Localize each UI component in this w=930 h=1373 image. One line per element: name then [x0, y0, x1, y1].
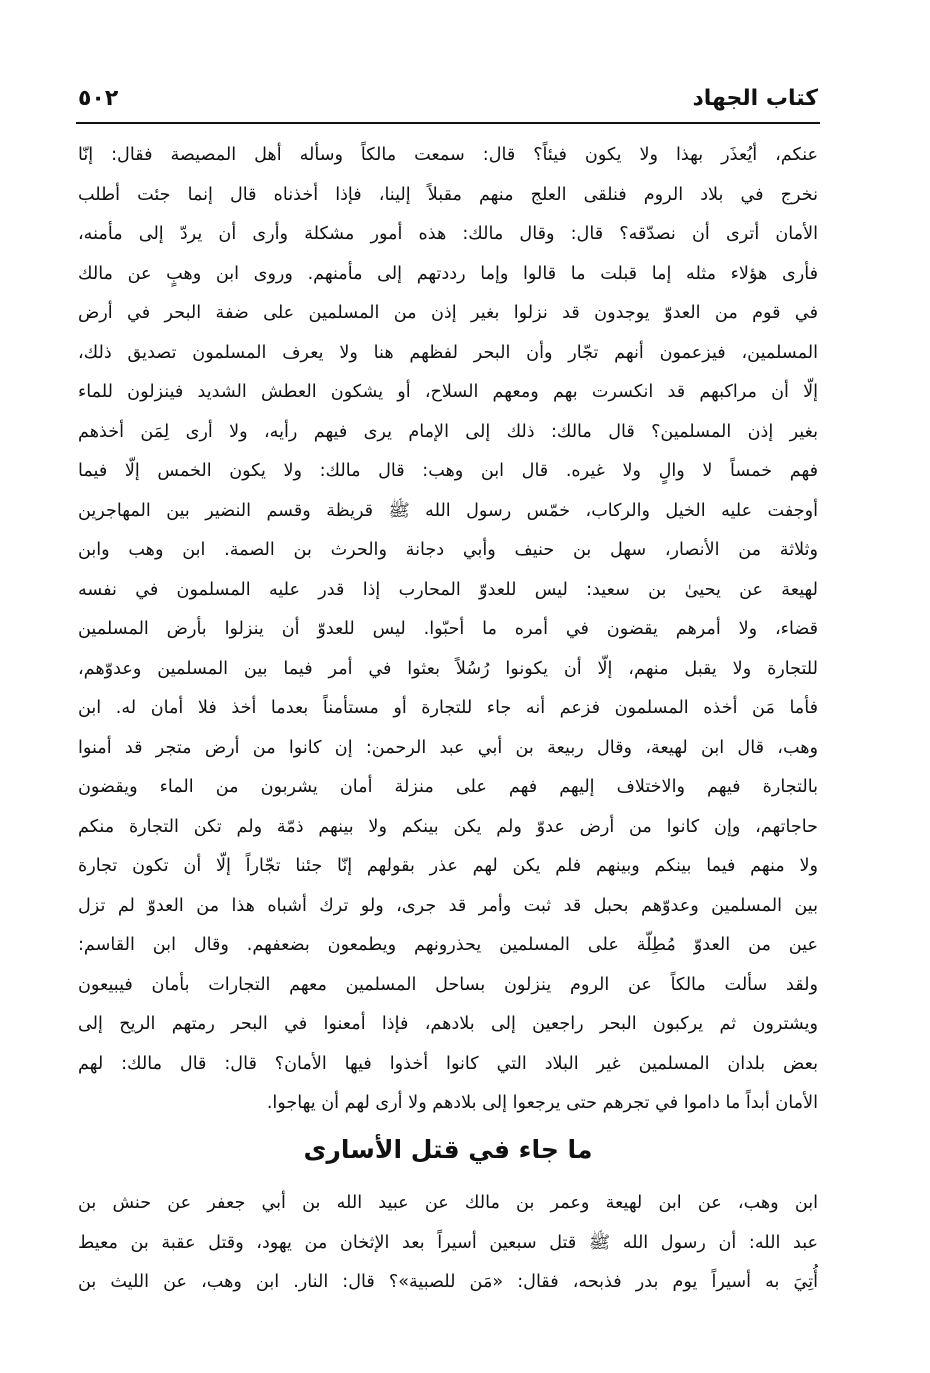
- text-line: في قوم من العدوّ يوجدون قد نزلوا بغير إذن من المسلمين على ضفة البحر في أرض: [78, 303, 818, 323]
- header-divider: [76, 122, 820, 124]
- book-title: كتاب الجهاد: [692, 86, 818, 111]
- text-line: للتجارة ولا يقبل منهم، إلّا أن يكونوا رُسُلاً بعثوا في أمر فيما بين المسلمين وعدوّهم،: [78, 658, 818, 679]
- body-paragraph: [78, 1184, 818, 1303]
- text-line: عبد الله: أن رسول الله ﷺ قتل سبعين أسيراً بعد الإثخان من يهود، وقتل عقبة بن معيط: [78, 1232, 818, 1253]
- text-line: عين من العدوّ مُطِلّة على المسلمين يحذرونهم ويطمعون بضعفهم. وقال ابن القاسم:: [78, 935, 818, 955]
- text-line: نخرج في بلاد الروم فنلقى العلج منهم مقبلاً إلينا، فإذا أخذناه قال إنما جئت أطلب: [78, 184, 818, 205]
- text-line: ويشترون ثم يركبون البحر راجعين إلى بلادهم، فإذا أمعنوا في البحر رمتهم الريح إلى: [78, 1014, 818, 1034]
- text-line: المسلمين، فيزعمون أنهم تجّار وأن البحر لفظهم هنا ولا يعرف المسلمون تصديق ذلك،: [78, 342, 818, 363]
- text-line: وثلاثة من الأنصار، سهل بن حنيف وأبي دجانة والحرث بن الصمة. ابن وهب وابن: [78, 540, 818, 560]
- text-line: فهم خمساً لا والٍ ولا غيره. قال ابن وهب: قال مالك: ولا يكون الخمس إلّا فيما: [78, 461, 818, 481]
- text-line: عنكم، أيُعذَر بهذا ولا يكون فيئاً؟ قال: سمعت مالكاً وسأله أهل المصيصة فقال: إنّا: [78, 145, 818, 165]
- body-paragraph: [78, 136, 818, 1124]
- text-line: ولا منهم فيما بينكم وبينهم فلم يكن لهم عذر بقولهم إنّا جئنا تجّاراً إلّا أن تكون تجارة: [78, 856, 818, 876]
- text-line: وهب، قال ابن لهيعة، وقال ربيعة بن أبي عبد الرحمن: إن كانوا من أرض متجر قد أمنوا: [78, 737, 818, 758]
- text-line: بالتجارة فيهم والاختلاف إليهم فهم على منزلة أمان يشربون من الماء ويقضون: [78, 777, 818, 797]
- text-line: حاجاتهم، وإن كانوا من أرض عدوّ ولم يكن بينكم ولا بينهم ذمّة ولم تكن التجارة منكم: [78, 816, 818, 837]
- text-line: فأرى هؤلاء مثله إما قبلت ما قالوا وإما رددتهم إلى مأمنهم. وروى ابن وهبٍ عن مالك: [78, 263, 818, 284]
- text-line: قضاء، ولا أمرهم يقضون في أمره ما أحبّوا. ليس للعدوّ أن ينزلوا بأرض المسلمين: [78, 619, 818, 639]
- text-line: فأما مَن أخذه المسلمون فزعم أنه جاء للتجارة أو مستأمناً بعدما أخذ فلا أمان له. ابن: [78, 698, 818, 718]
- section-heading: ما جاء في قتل الأسارى: [303, 1135, 593, 1164]
- running-head: [78, 80, 818, 120]
- text-line: بعض بلدان المسلمين غير البلاد التي كانوا أخذوا فيها الأمان؟ قال: قال مالك: لهم: [78, 1053, 818, 1074]
- text-line: بين المسلمين وعدوّهم بحبل قد ثبت وأمر قد جرى، ولو ترك أشباه هذا من العدوّ لم تزل: [78, 895, 818, 916]
- text-line: ابن وهب، عن ابن لهيعة وعمر بن مالك عن عبيد الله بن أبي جعفر عن حنش بن: [78, 1193, 818, 1213]
- text-line: بغير إذن المسلمين؟ قال مالك: ذلك إلى الإمام يرى فيهم رأيه، ولا أرى لِمَن أخذهم: [78, 421, 818, 442]
- text-line: لهيعة عن يحيىٰ بن سعيد: ليس للعدوّ المحارب إذا قدر عليه المسلمون في نفسه: [78, 579, 818, 600]
- text-line: إلّا أن مراكبهم قد انكسرت بهم ومعهم السلاح، أو يشكون العطش الشديد فينزلون للماء: [78, 382, 818, 402]
- text-line: أوجفت عليه الخيل والركاب، خمّس رسول الله ﷺ قريظة وقسم النضير بين المهاجرين: [78, 500, 818, 521]
- page-number: ٥٠٢: [78, 86, 119, 111]
- text-line: ولقد سألت مالكاً عن الروم ينزلون بساحل المسلمين معهم التجارات بأمان فيبيعون: [78, 974, 818, 995]
- text-line: الأمان أبداً ما داموا في تجرهم حتى يرجعوا إلى بلادهم ولا أرى لهم أن يهاجوا.: [266, 1093, 818, 1113]
- text-line: الأمان أترى أن نصدّقه؟ قال: وقال مالك: هذه أمور مشكلة وأرى أن يردّ إلى مأمنه،: [78, 224, 818, 244]
- text-line: أُتِيَ به أسيراً يوم بدر فذبحه، فقال: «مَن للصبية»؟ قال: النار. ابن وهب، عن الليث بن: [78, 1272, 818, 1292]
